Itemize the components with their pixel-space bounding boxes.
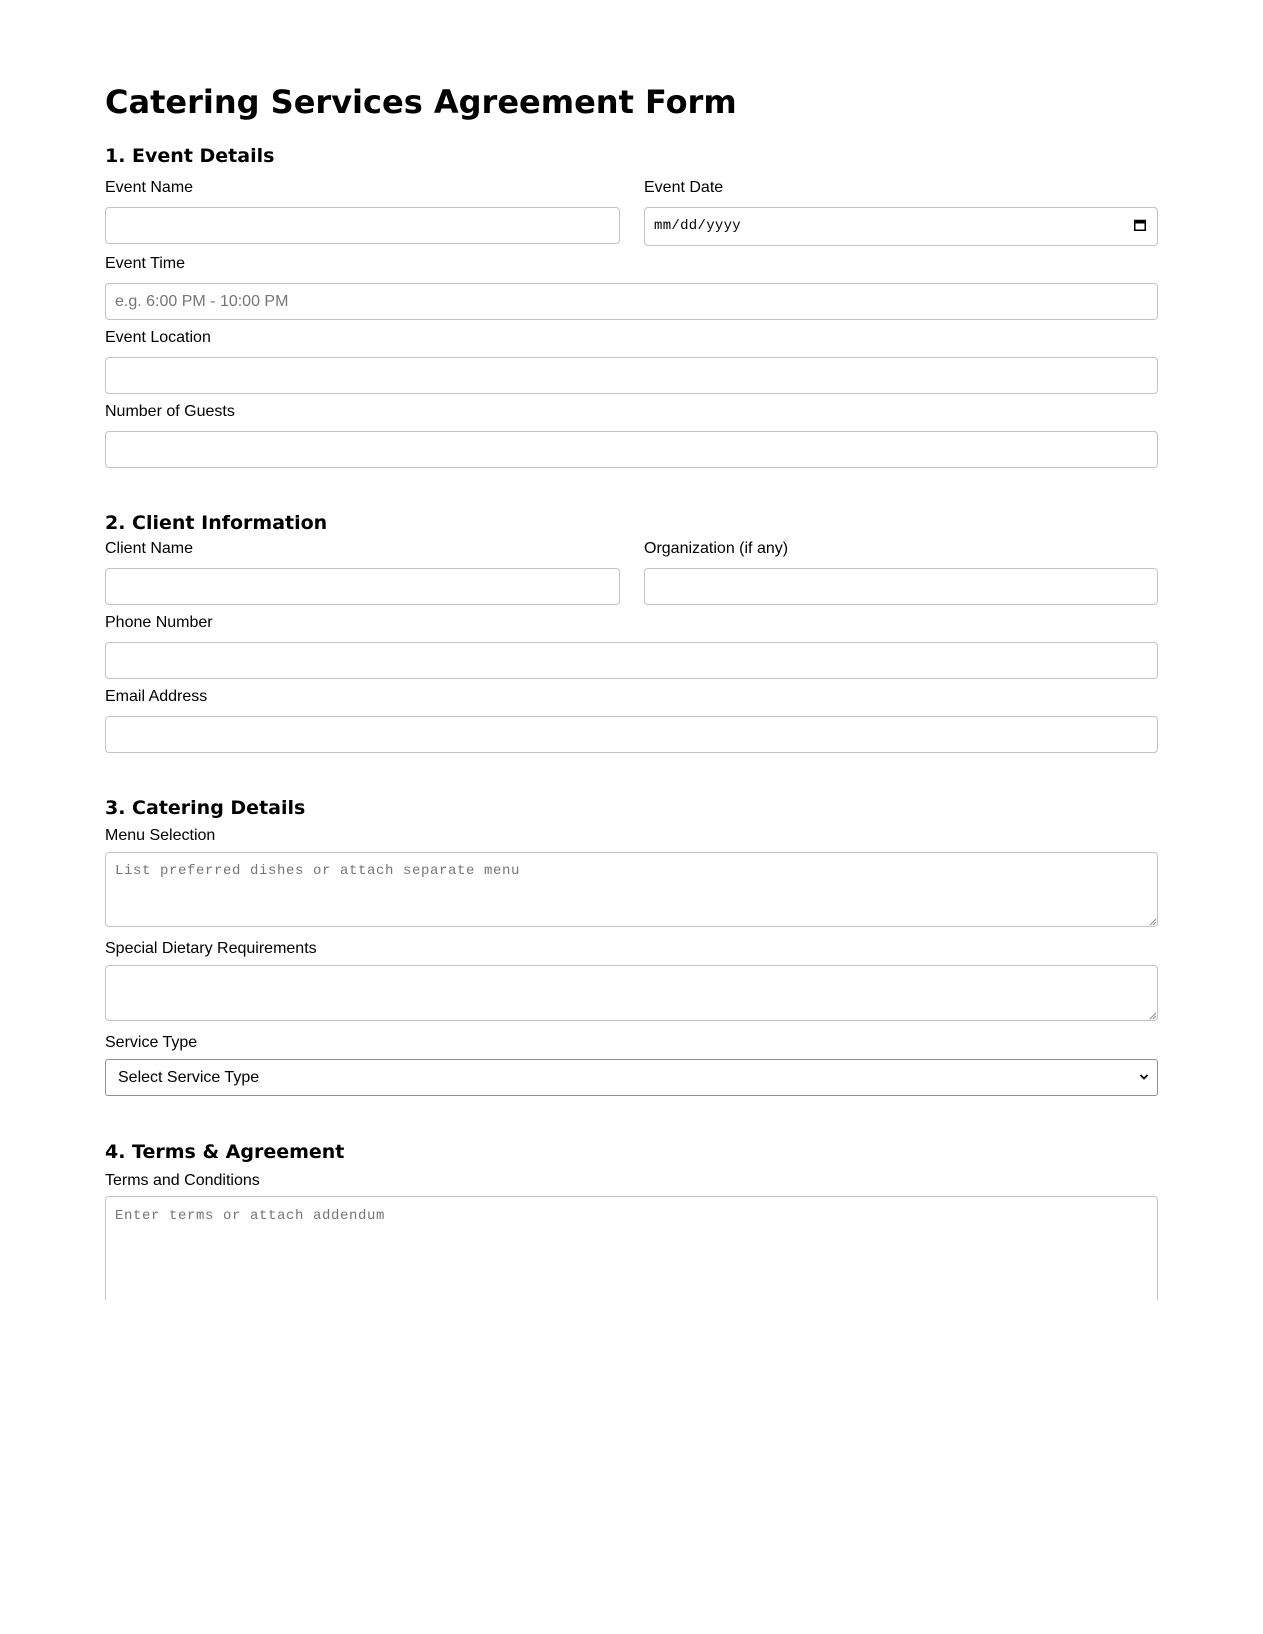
organization-label: Organization (if any): [644, 540, 789, 557]
event-name-input[interactable]: [105, 207, 620, 244]
menu-selection-textarea[interactable]: [105, 852, 1158, 927]
terms-placeholder: Enter terms or attach addendum: [115, 1208, 386, 1224]
section-title-catering-details: 3. Catering Details: [105, 797, 306, 819]
resize-grip-icon[interactable]: [1149, 918, 1157, 926]
email-label: Email Address: [105, 688, 208, 705]
phone-label: Phone Number: [105, 614, 213, 631]
event-time-input[interactable]: [105, 283, 1158, 320]
event-date-label: Event Date: [644, 179, 724, 196]
resize-grip-icon[interactable]: [1149, 1012, 1157, 1020]
event-name-label: Event Name: [105, 179, 194, 196]
chevron-down-icon: [1139, 1072, 1149, 1082]
event-location-input[interactable]: [105, 357, 1158, 394]
event-date-input[interactable]: [644, 207, 1158, 246]
terms-textarea[interactable]: [105, 1196, 1158, 1300]
section-title-terms-agreement: 4. Terms & Agreement: [105, 1141, 345, 1163]
client-name-label: Client Name: [105, 540, 194, 557]
page-title: Catering Services Agreement Form: [105, 83, 737, 121]
client-name-input[interactable]: [105, 568, 620, 605]
event-date-placeholder: mm/dd/yyyy: [654, 218, 742, 234]
event-time-label: Event Time: [105, 255, 186, 272]
organization-input[interactable]: [644, 568, 1158, 605]
guests-input[interactable]: [105, 431, 1158, 468]
dietary-wrap: [105, 965, 1158, 1021]
dietary-label: Special Dietary Requirements: [105, 940, 317, 957]
email-input[interactable]: [105, 716, 1158, 753]
menu-selection-wrap: [105, 852, 1158, 927]
service-type-label: Service Type: [105, 1034, 198, 1051]
service-type-selected: Select Service Type: [118, 1069, 260, 1086]
service-type-select[interactable]: [105, 1059, 1158, 1096]
section-title-client-information: 2. Client Information: [105, 512, 328, 534]
guests-label: Number of Guests: [105, 403, 235, 420]
terms-label: Terms and Conditions: [105, 1172, 260, 1189]
dietary-textarea[interactable]: [105, 965, 1158, 1021]
section-title-event-details: 1. Event Details: [105, 145, 275, 167]
calendar-icon[interactable]: [1134, 219, 1146, 231]
phone-input[interactable]: [105, 642, 1158, 679]
event-location-label: Event Location: [105, 329, 211, 346]
menu-selection-label: Menu Selection: [105, 827, 216, 844]
